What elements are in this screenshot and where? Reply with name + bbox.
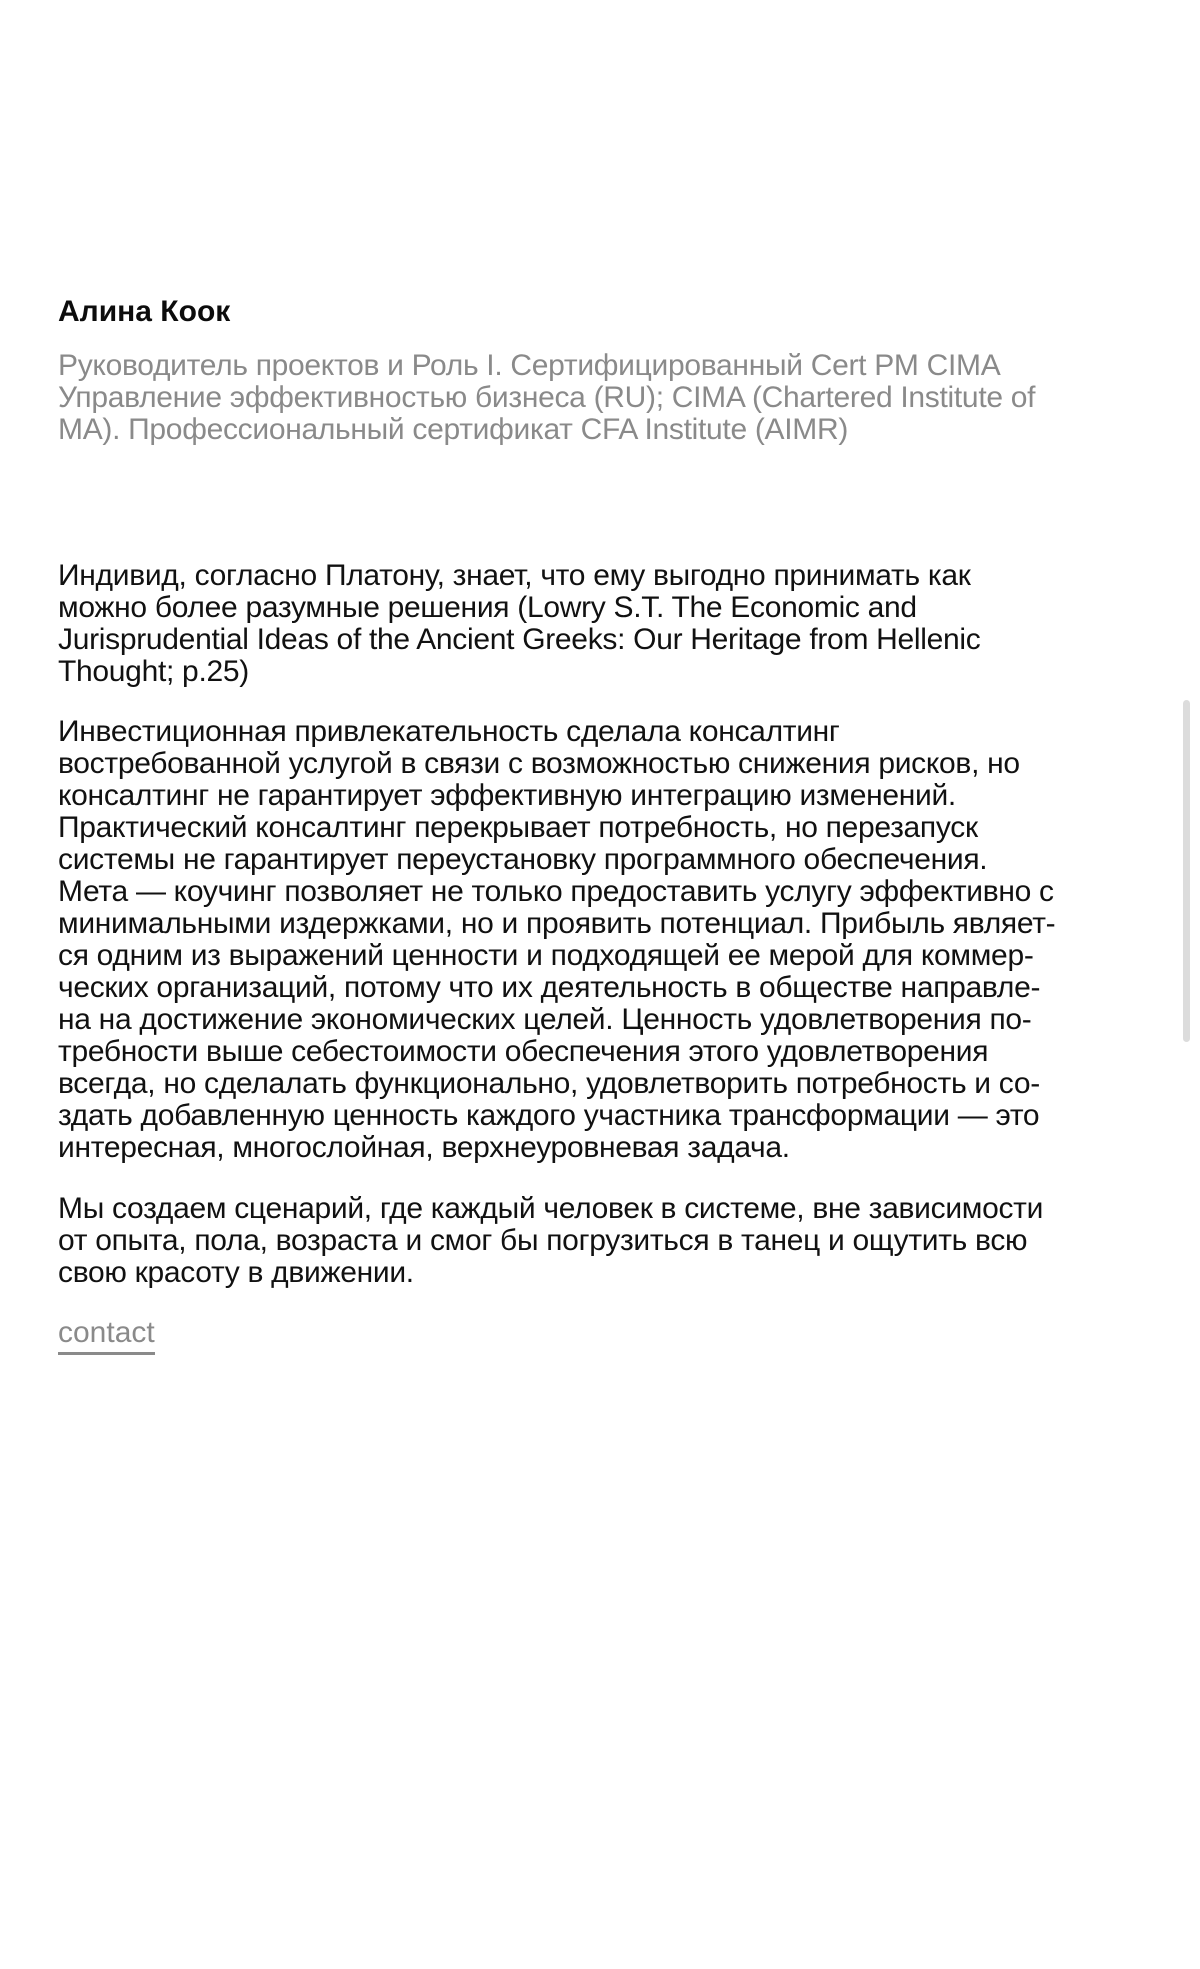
paragraph-line: Индивид, согласно Платону, знает, что ему выгодно принимать как (58, 559, 971, 592)
person-role (58, 350, 1128, 446)
person-name: Алина Коок (58, 295, 231, 328)
paragraph-line: ческих организаций, потому что их деятельность в обществе направле- (58, 971, 1041, 1004)
role-line: Управление эффективностью бизнеса (RU); CIMA (Chartered Institute of (58, 381, 1036, 414)
paragraph-line: всегда, но сделалать функционально, удовлетворить потребность и со- (58, 1067, 1040, 1100)
paragraph-line: консалтинг не гарантирует эффективную интеграцию изменений. (58, 779, 956, 812)
paragraph-consulting (58, 716, 1148, 1164)
paragraph-line: востребованной услугой в связи с возможностью снижения рисков, но (58, 747, 1020, 780)
paragraph-line: Мета — коучинг позволяет не только предоставить услугу эффективно с (58, 875, 1054, 908)
paragraph-plato-quote (58, 560, 1148, 688)
role-line: MA). Профессиональный сертификат CFA Institute (AIMR) (58, 413, 849, 446)
role-line: Руководитель проектов и Роль I. Сертифицированный Cert PM CIMA (58, 349, 1001, 382)
paragraph-line: требности выше себестоимости обеспечения этого удовлетворения (58, 1035, 989, 1068)
paragraph-line: Инвестиционная привлекательность сделала консалтинг (58, 715, 840, 748)
paragraph-line: минимальными издержками, но и проявить потенциал. Прибыль являет- (58, 907, 1056, 940)
paragraph-line: свою красоту в движении. (58, 1256, 414, 1289)
paragraph-line: ся одним из выражений ценности и подходящей ее мерой для коммер- (58, 939, 1034, 972)
paragraph-line: здать добавленную ценность каждого участника трансформации — это (58, 1099, 1040, 1132)
paragraph-line: интересная, многослойная, верхнеуровневая задача. (58, 1131, 790, 1164)
scrollbar-thumb[interactable] (1183, 700, 1190, 1042)
contact-link[interactable]: contact (58, 1316, 155, 1355)
paragraph-line: можно более разумные решения (Lowry S.T. The Economic and (58, 591, 917, 624)
paragraph-line: Thought; p.25) (58, 655, 249, 688)
paragraph-scenario (58, 1193, 1148, 1289)
paragraph-line: Мы создаем сценарий, где каждый человек в системе, вне зависимости (58, 1192, 1044, 1225)
paragraph-line: Практический консалтинг перекрывает потребность, но перезапуск (58, 811, 978, 844)
paragraph-line: Jurisprudential Ideas of the Ancient Greeks: Our Heritage from Hellenic (58, 623, 981, 656)
paragraph-line: от опыта, пола, возраста и смог бы погрузиться в танец и ощутить всю (58, 1224, 1028, 1257)
paragraph-line: на на достижение экономических целей. Ценность удовлетворения по- (58, 1003, 1032, 1036)
paragraph-line: системы не гарантирует переустановку программного обеспечения. (58, 843, 988, 876)
